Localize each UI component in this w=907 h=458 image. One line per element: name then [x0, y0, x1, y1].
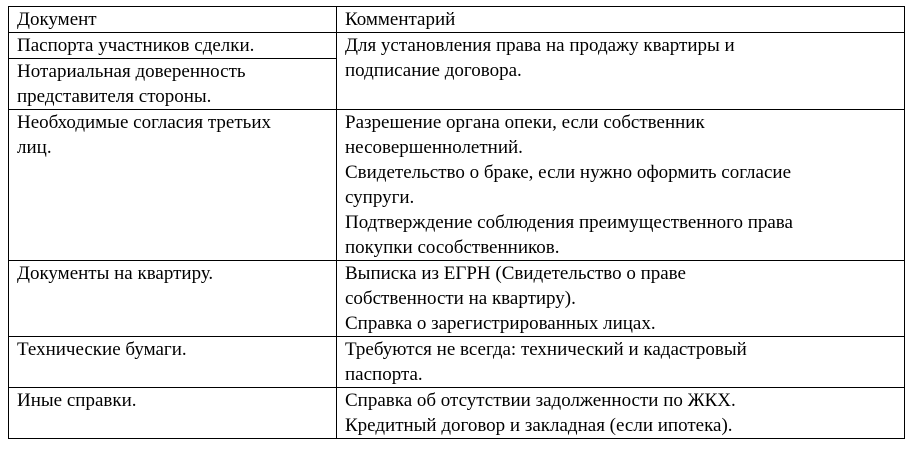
- table-row: [9, 337, 905, 388]
- documents-table: [8, 6, 905, 439]
- document-cell: Необходимые согласия третьих лиц.: [9, 110, 337, 261]
- table-row: [9, 33, 905, 59]
- comment-cell: Справка об отсутствии задолженности по ЖКХ. Кредитный договор и закладная (если ипотека).: [337, 388, 905, 439]
- comment-cell: Для установления права на продажу квартиры и подписание договора.: [337, 33, 905, 110]
- document-cell: Технические бумаги.: [9, 337, 337, 388]
- table-row: [9, 261, 905, 337]
- comment-cell: Разрешение органа опеки, если собственник несовершеннолетний. Свидетельство о браке, если нужно оформить согласие супруги. Подтверждение соблюдения преимущественного права покупки сособственников.: [337, 110, 905, 261]
- document-cell: Нотариальная доверенность представителя стороны.: [9, 59, 337, 110]
- table-row: [9, 388, 905, 439]
- header-document: Документ: [9, 7, 337, 33]
- table-header-row: [9, 7, 905, 33]
- header-comment: Комментарий: [337, 7, 905, 33]
- document-cell: Паспорта участников сделки.: [9, 33, 337, 59]
- table-row: [9, 110, 905, 261]
- document-cell: Иные справки.: [9, 388, 337, 439]
- comment-cell: Требуются не всегда: технический и кадастровый паспорта.: [337, 337, 905, 388]
- document-cell: Документы на квартиру.: [9, 261, 337, 337]
- comment-cell: Выписка из ЕГРН (Свидетельство о праве собственности на квартиру). Справка о зарегистрированных лицах.: [337, 261, 905, 337]
